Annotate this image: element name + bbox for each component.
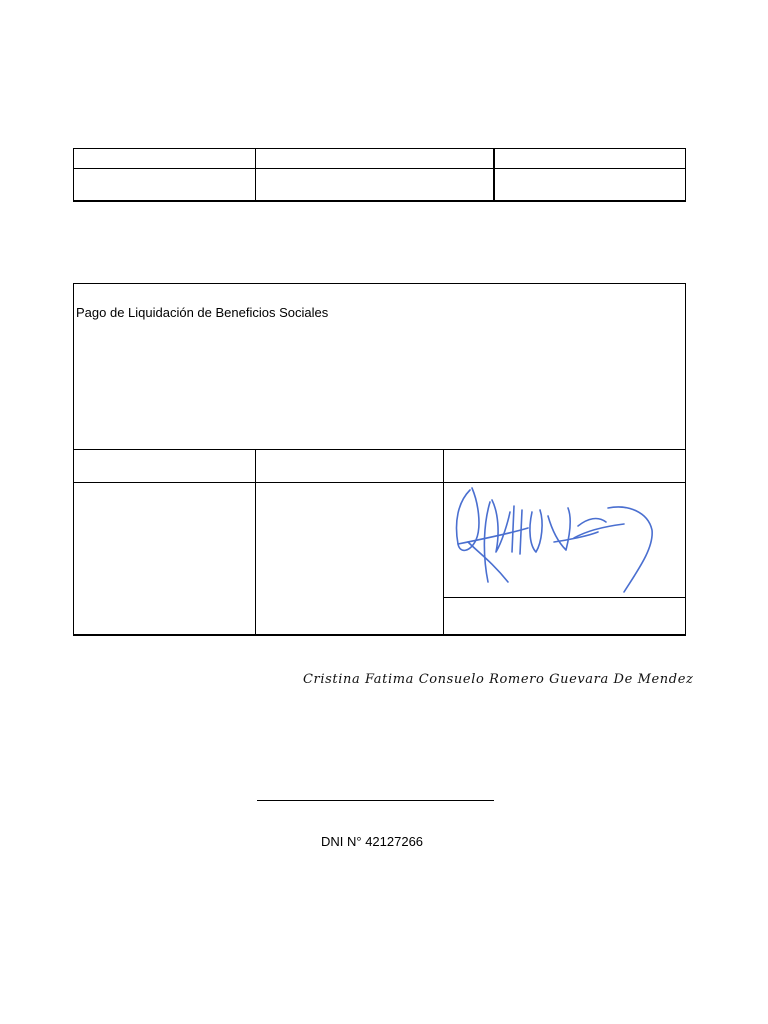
header-table-col-divider-1 (255, 148, 256, 202)
signature-name: Cristina Fatima Consuelo Romero Guevara De Mendez (303, 672, 694, 687)
concept-box-left-border (73, 283, 74, 636)
signature-line (257, 800, 494, 801)
header-table-bottom-border (73, 200, 686, 202)
concept-text: Pago de Liquidación de Beneficios Sociales (76, 305, 329, 320)
concept-box-top-border (73, 283, 686, 284)
signature-table-col-divider-1 (255, 449, 256, 636)
signature-table-col-divider-2 (443, 449, 444, 636)
signature-cell-divider (443, 597, 686, 598)
handwritten-signature-image (448, 482, 658, 597)
header-table-col-divider-2 (493, 148, 495, 202)
header-table-top-border (73, 148, 686, 149)
header-table-right-border (685, 148, 686, 202)
concept-box-right-border (685, 283, 686, 636)
header-table-row-divider (73, 168, 686, 169)
dni-text: DNI N° 42127266 (321, 834, 424, 849)
header-table-left-border (73, 148, 74, 202)
signature-table-top-border (73, 449, 686, 450)
signature-table-bottom-border (73, 634, 686, 636)
